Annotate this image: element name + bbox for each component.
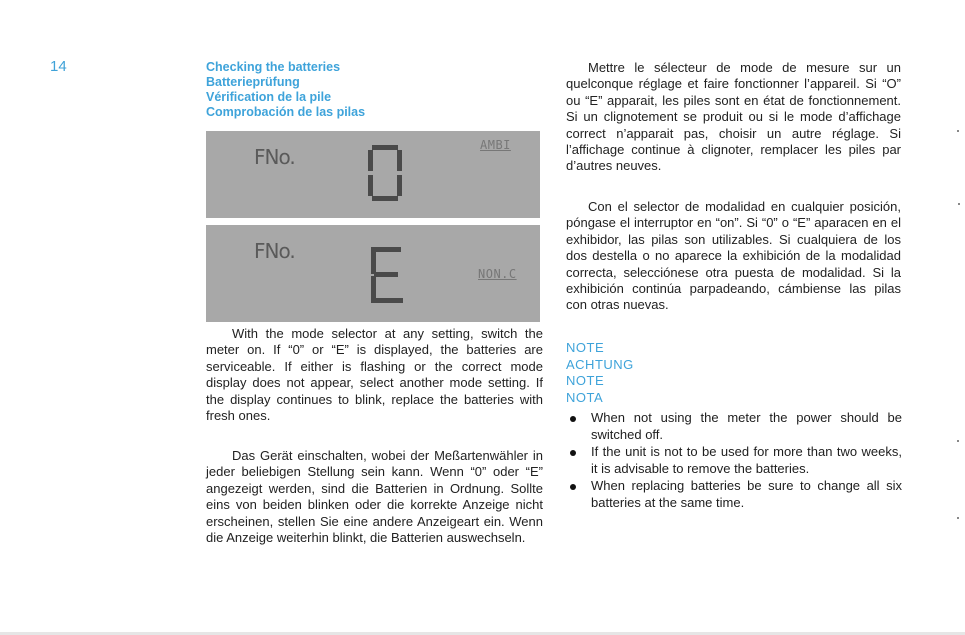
note-label-french: NOTE [566,373,605,388]
lcd-display-zero [206,131,540,218]
list-item: If the unit is not to be used for more than two weeks, it is advisable to remove the batteries. [566,444,902,477]
bullet-icon [570,416,576,422]
lcd-digit-zero [368,145,402,201]
paragraph-german: Das Gerät einschalten, wobei der Meßartenwähler in jeder beliebigen Stellung sein kann. Wenn “0” oder “E” angezeigt werden, sind die Batterien in Ordnung. Sollte eins von beiden blinken oder die korrekte Anzeige nicht erscheinen, stellen Sie eine andere Anzeigeart ein. Wenn die Anzeige weiterhin blinkt, die Batterien auswechseln. [206,448,543,546]
scan-speck [958,203,960,205]
page-number: 14 [50,58,67,75]
heading-spanish: Comprobación de las pilas [206,105,366,119]
note-label-english: NOTE [566,340,605,355]
section-heading [206,60,365,120]
lcd-display-e [206,225,540,322]
heading-french: Vérification de la pile [206,90,332,104]
scan-speck [957,440,959,442]
paragraph-english: With the mode selector at any setting, switch the meter on. If “0” or “E” is displayed, the batteries are serviceable. If either is flashing or the correct mode display does not appear, select another mode setting. If the display continues to blink, replace the batteries with fresh ones. [206,326,543,424]
fno-label: FNo. [254,239,295,263]
note-label-spanish: NOTA [566,389,604,405]
note-heading [566,340,634,406]
heading-english: Checking the batteries [206,60,341,74]
note-label-german: ACHTUNG [566,356,634,372]
notes-list [566,410,902,512]
paragraph-french: Mettre le sélecteur de mode de mesure sur un quelconque réglage et faire fonctionner l’appareil. Si “O” ou “E” apparait, les piles sont en état de fonctionnement. Si un clignotement se produit ou si le mode d’affichage correct n’apparait pas, choisir un autre réglage. Si l’affichage continue à clignoter, remplacer les piles par d’autres neuves. [566,60,901,174]
bullet-icon [570,450,576,456]
scan-speck [957,517,959,519]
mode-label-nonc: NON.C [478,267,517,281]
list-item: When replacing batteries be sure to change all six batteries at the same time. [566,478,902,511]
list-item: When not using the meter the power should be switched off. [566,410,902,443]
fno-label: FNo. [254,145,295,169]
lcd-digit-e [371,247,403,303]
mode-label-ambi: AMBI [480,138,511,152]
heading-german: Batterieprüfung [206,75,300,89]
scan-speck [957,130,959,132]
bullet-icon [570,484,576,490]
paragraph-spanish: Con el selector de modalidad en cualquier posición, póngase el interruptor en “on”. Si “0” o “E” aparacen en el exhibidor, las pilas son utilizables. Si cualquiera de los dos destella o no aparece la exhibición de la modalidad correcta, selecciónese otra puesta de modalidad. Si la exhibición continúa parpadeando, cámbiense las pilas con otras nuevas. [566,199,901,313]
